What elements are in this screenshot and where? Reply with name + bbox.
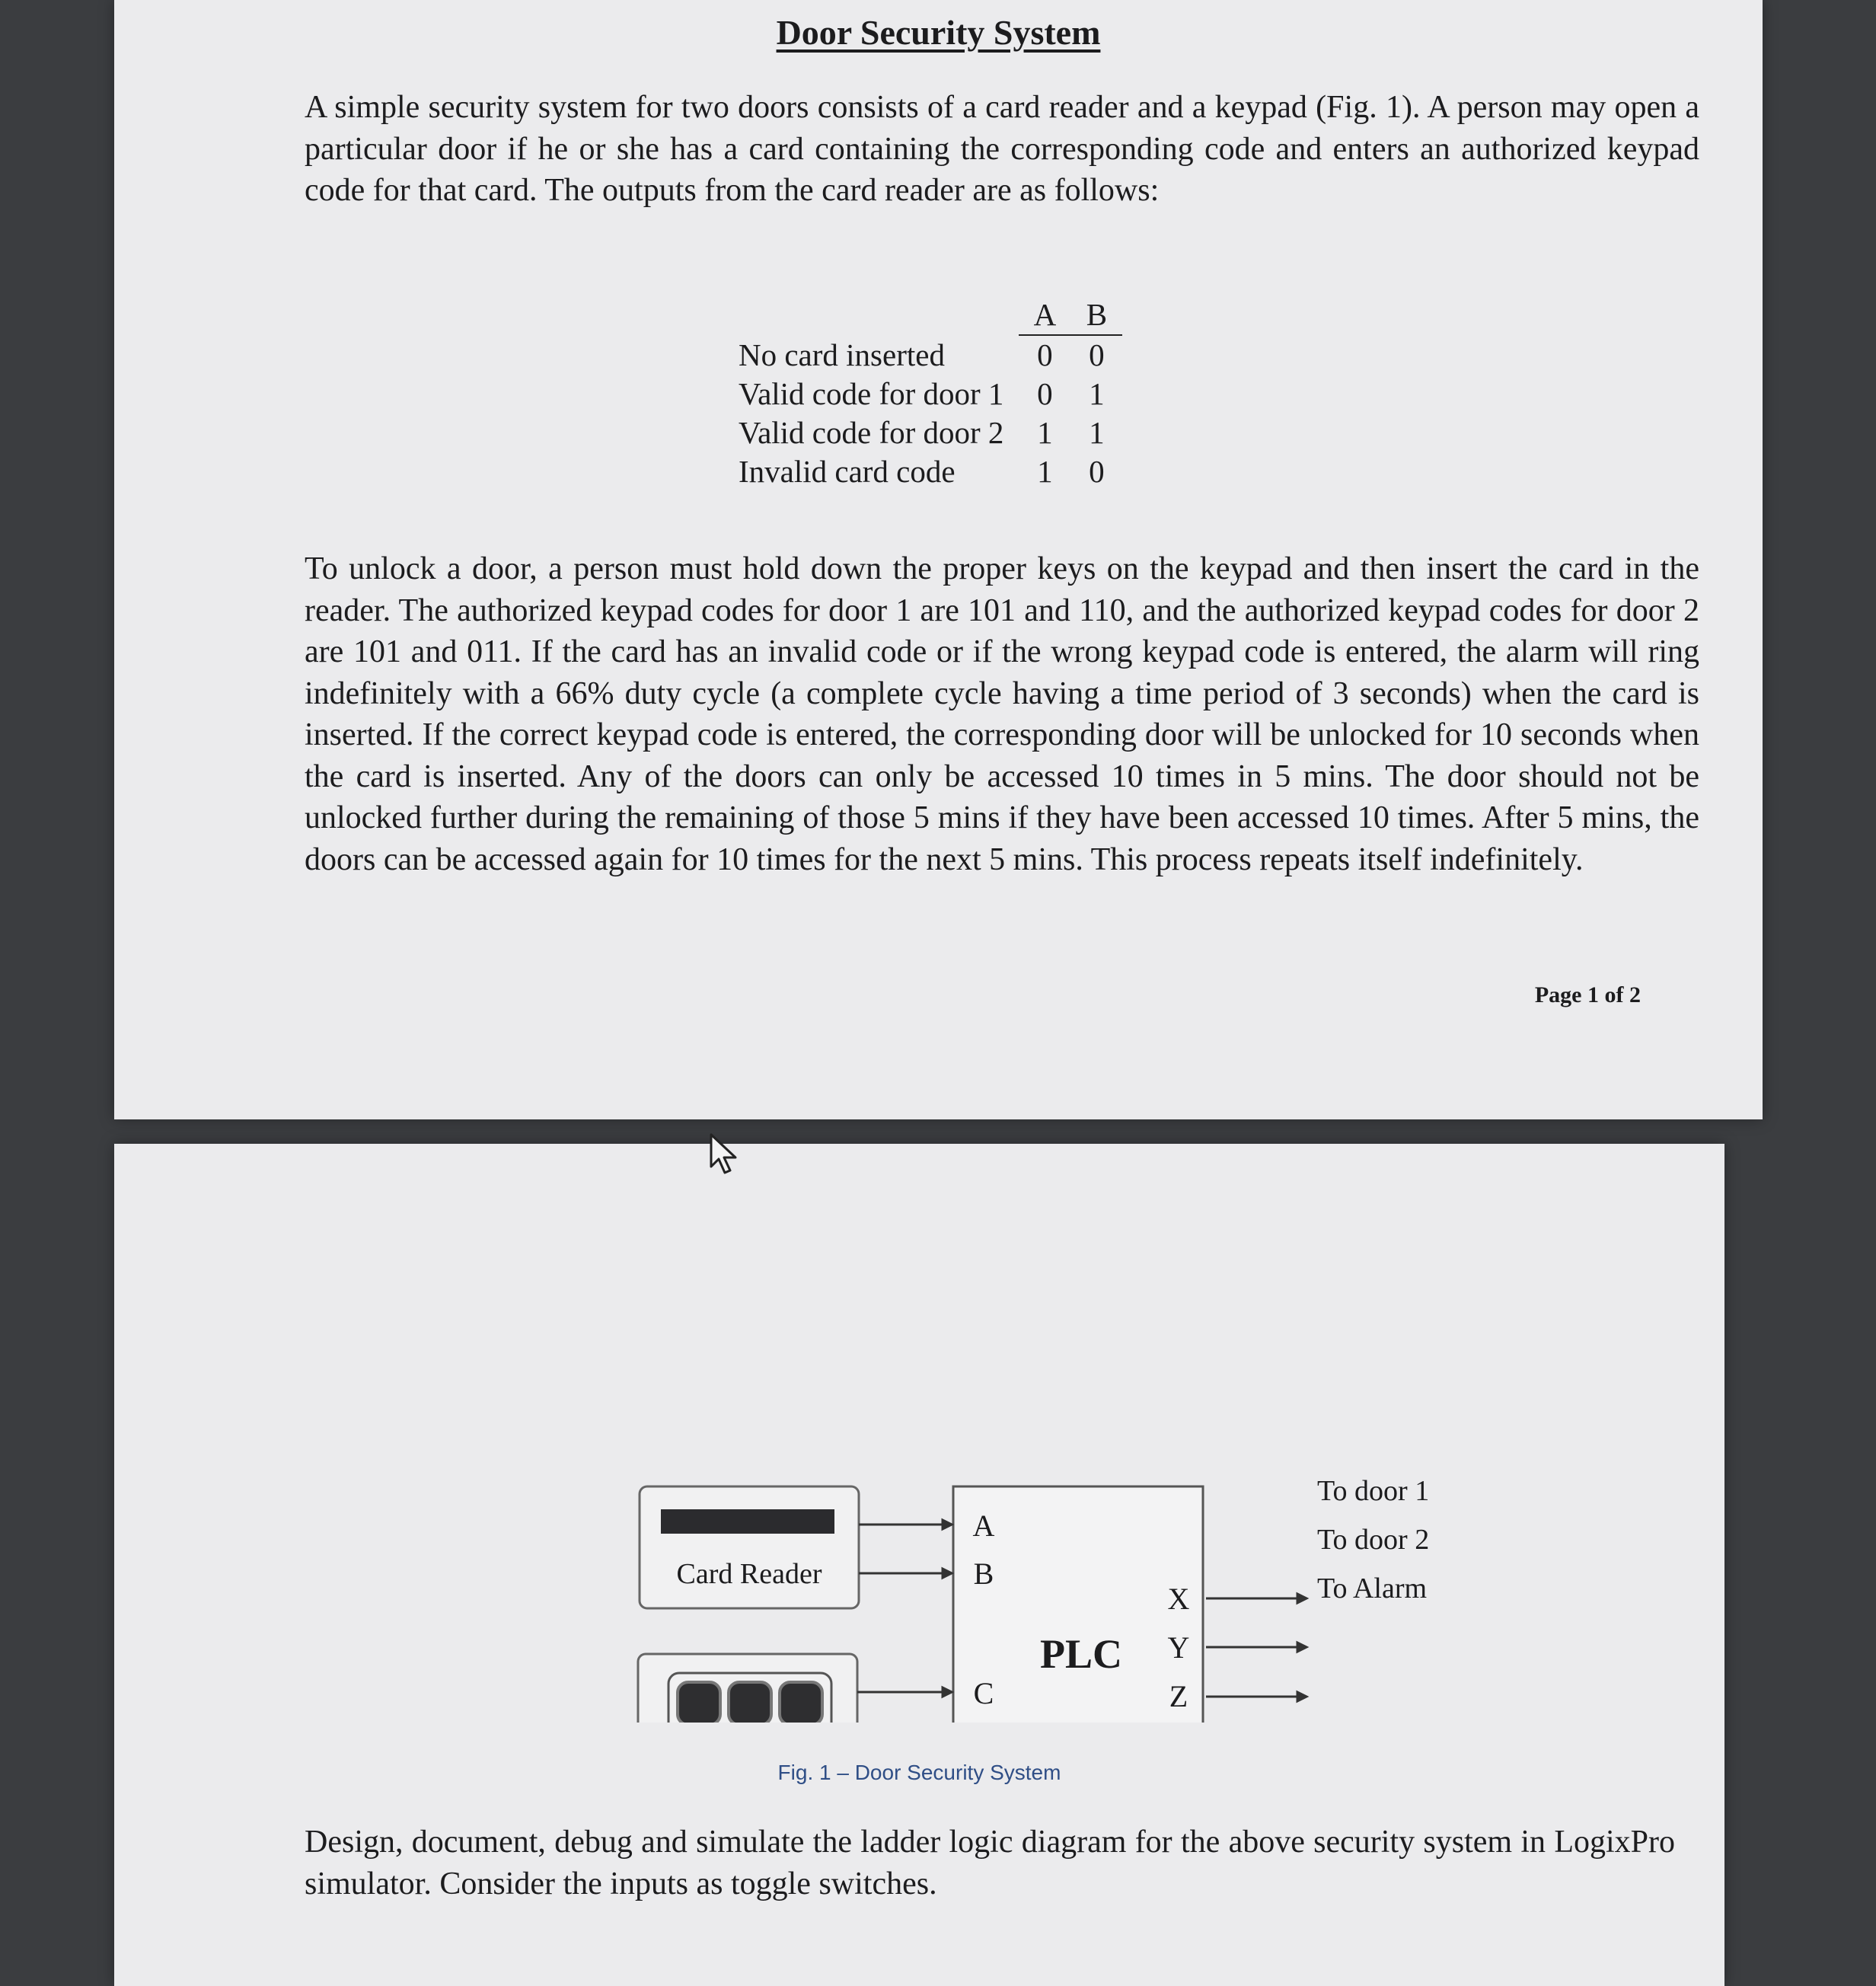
task-paragraph: Design, document, debug and simulate the ladder logic diagram for the above security system in LogixPro simulator. Consider the inputs as toggle switches.	[305, 1825, 1675, 1901]
mouse-pointer-icon	[708, 1132, 742, 1181]
row-value-a: 0	[1037, 337, 1053, 372]
plc-input-b: B	[973, 1557, 994, 1591]
row-label: No card inserted	[739, 337, 945, 372]
row-value-b: 1	[1089, 415, 1105, 450]
row-value-b: 0	[1089, 454, 1105, 489]
card-reader-label: Card Reader	[676, 1558, 822, 1590]
table-header-row	[739, 295, 1122, 335]
document-page-2	[114, 1144, 1724, 1986]
table-row	[739, 375, 1122, 413]
row-label: Valid code for door 2	[739, 415, 1004, 450]
column-header-b: B	[1070, 295, 1122, 335]
row-value-a: 0	[1037, 376, 1053, 411]
card-slot-icon	[661, 1509, 834, 1534]
table-row	[739, 413, 1122, 452]
document-title: Door Security System	[776, 13, 1101, 52]
row-value-b: 0	[1089, 337, 1105, 372]
plc-output-x: X	[1167, 1582, 1190, 1616]
plc-output-z: Z	[1169, 1679, 1188, 1713]
plc-output-y: Y	[1167, 1630, 1190, 1665]
column-header-a: A	[1019, 295, 1070, 335]
description-paragraph: To unlock a door, a person must hold down the proper keys on the keypad and then insert the card in the reader. The authorized keypad codes for door 1 are 101 and 110, and the authorized keypad codes for door 2 are 101 and 011. If the card has an invalid code or if the wrong keypad code is entered, the alarm will ring indefinitely with a 66% duty cycle (a complete cycle having a time period of 3 seconds) when the card is inserted. If the correct keypad code is entered, the corresponding door will be unlocked for 10 seconds when the card is inserted. Any of the doors can only be accessed 10 times in 5 mins. The door should not be unlocked further during the remaining of those 5 mins if they have been accessed 10 times. After 5 mins, the doors can be accessed again for 10 times for the next 5 mins. This process repeats itself indefinitely.	[305, 551, 1699, 877]
output-label-door-1: To door 1	[1317, 1475, 1430, 1507]
row-value-b: 1	[1089, 376, 1105, 411]
row-label: Invalid card code	[739, 454, 956, 489]
page-number: Page 1 of 2	[1534, 982, 1641, 1007]
document-page-1	[114, 0, 1763, 1119]
output-label-alarm: To Alarm	[1317, 1573, 1428, 1604]
figure-caption: Fig. 1 – Door Security System	[777, 1761, 1061, 1784]
row-value-a: 1	[1037, 415, 1053, 450]
card-reader-output-table	[739, 295, 1122, 491]
plc-input-a: A	[972, 1509, 995, 1543]
row-label: Valid code for door 1	[739, 376, 1004, 411]
plc-label: PLC	[1040, 1631, 1122, 1677]
table-row	[739, 335, 1122, 375]
table-row	[739, 452, 1122, 491]
row-value-a: 1	[1037, 454, 1053, 489]
plc-input-c: C	[973, 1676, 994, 1710]
door-security-figure	[495, 1266, 1332, 1723]
output-label-door-2: To door 2	[1317, 1524, 1430, 1556]
intro-paragraph: A simple security system for two doors consists of a card reader and a keypad (Fig. 1). A person may open a particular door if he or she has a card containing the corresponding code and enters an authorized keypad code for that card. The outputs from the card reader are as follows:	[305, 90, 1699, 208]
